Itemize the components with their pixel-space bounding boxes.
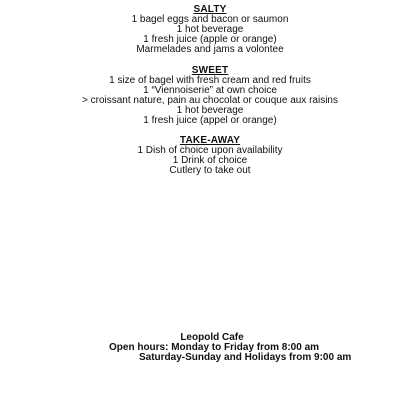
salty-item: 1 bagel eggs and bacon or saumon (131, 14, 289, 25)
salty-item: Marmelades and jams a volontee (136, 44, 284, 55)
takeaway-heading: TAKE-AWAY (179, 135, 241, 146)
cafe-name: Leopold Cafe (180, 332, 244, 343)
sweet-item: 1 hot beverage (176, 105, 244, 116)
sweet-item: > croissant nature, pain au chocolat or couque aux raisins (82, 95, 338, 106)
takeaway-item: Cutlery to take out (169, 165, 251, 176)
salty-heading: SALTY (193, 4, 227, 15)
weekend-hours: Saturday-Sunday and Holidays from 9:00 am (139, 352, 352, 363)
weekday-hours: Open hours: Monday to Friday from 8:00 am (109, 342, 320, 353)
sweet-heading: SWEET (191, 65, 229, 76)
salty-item: 1 hot beverage (176, 24, 244, 35)
sweet-item: 1 size of bagel with fresh cream and red fruits (109, 75, 311, 86)
sweet-section (0, 66, 420, 126)
sweet-item: 1 “Viennoiserie” at own choice (143, 85, 277, 96)
sweet-item: 1 fresh juice (appel or orange) (143, 115, 277, 126)
takeaway-section (0, 136, 420, 176)
takeaway-item: 1 Dish of choice upon availability (137, 145, 283, 156)
salty-item: 1 fresh juice (apple or orange) (143, 34, 277, 45)
salty-section (0, 5, 420, 55)
takeaway-item: 1 Drink of choice (172, 155, 248, 166)
opening-hours-footer (0, 333, 420, 363)
